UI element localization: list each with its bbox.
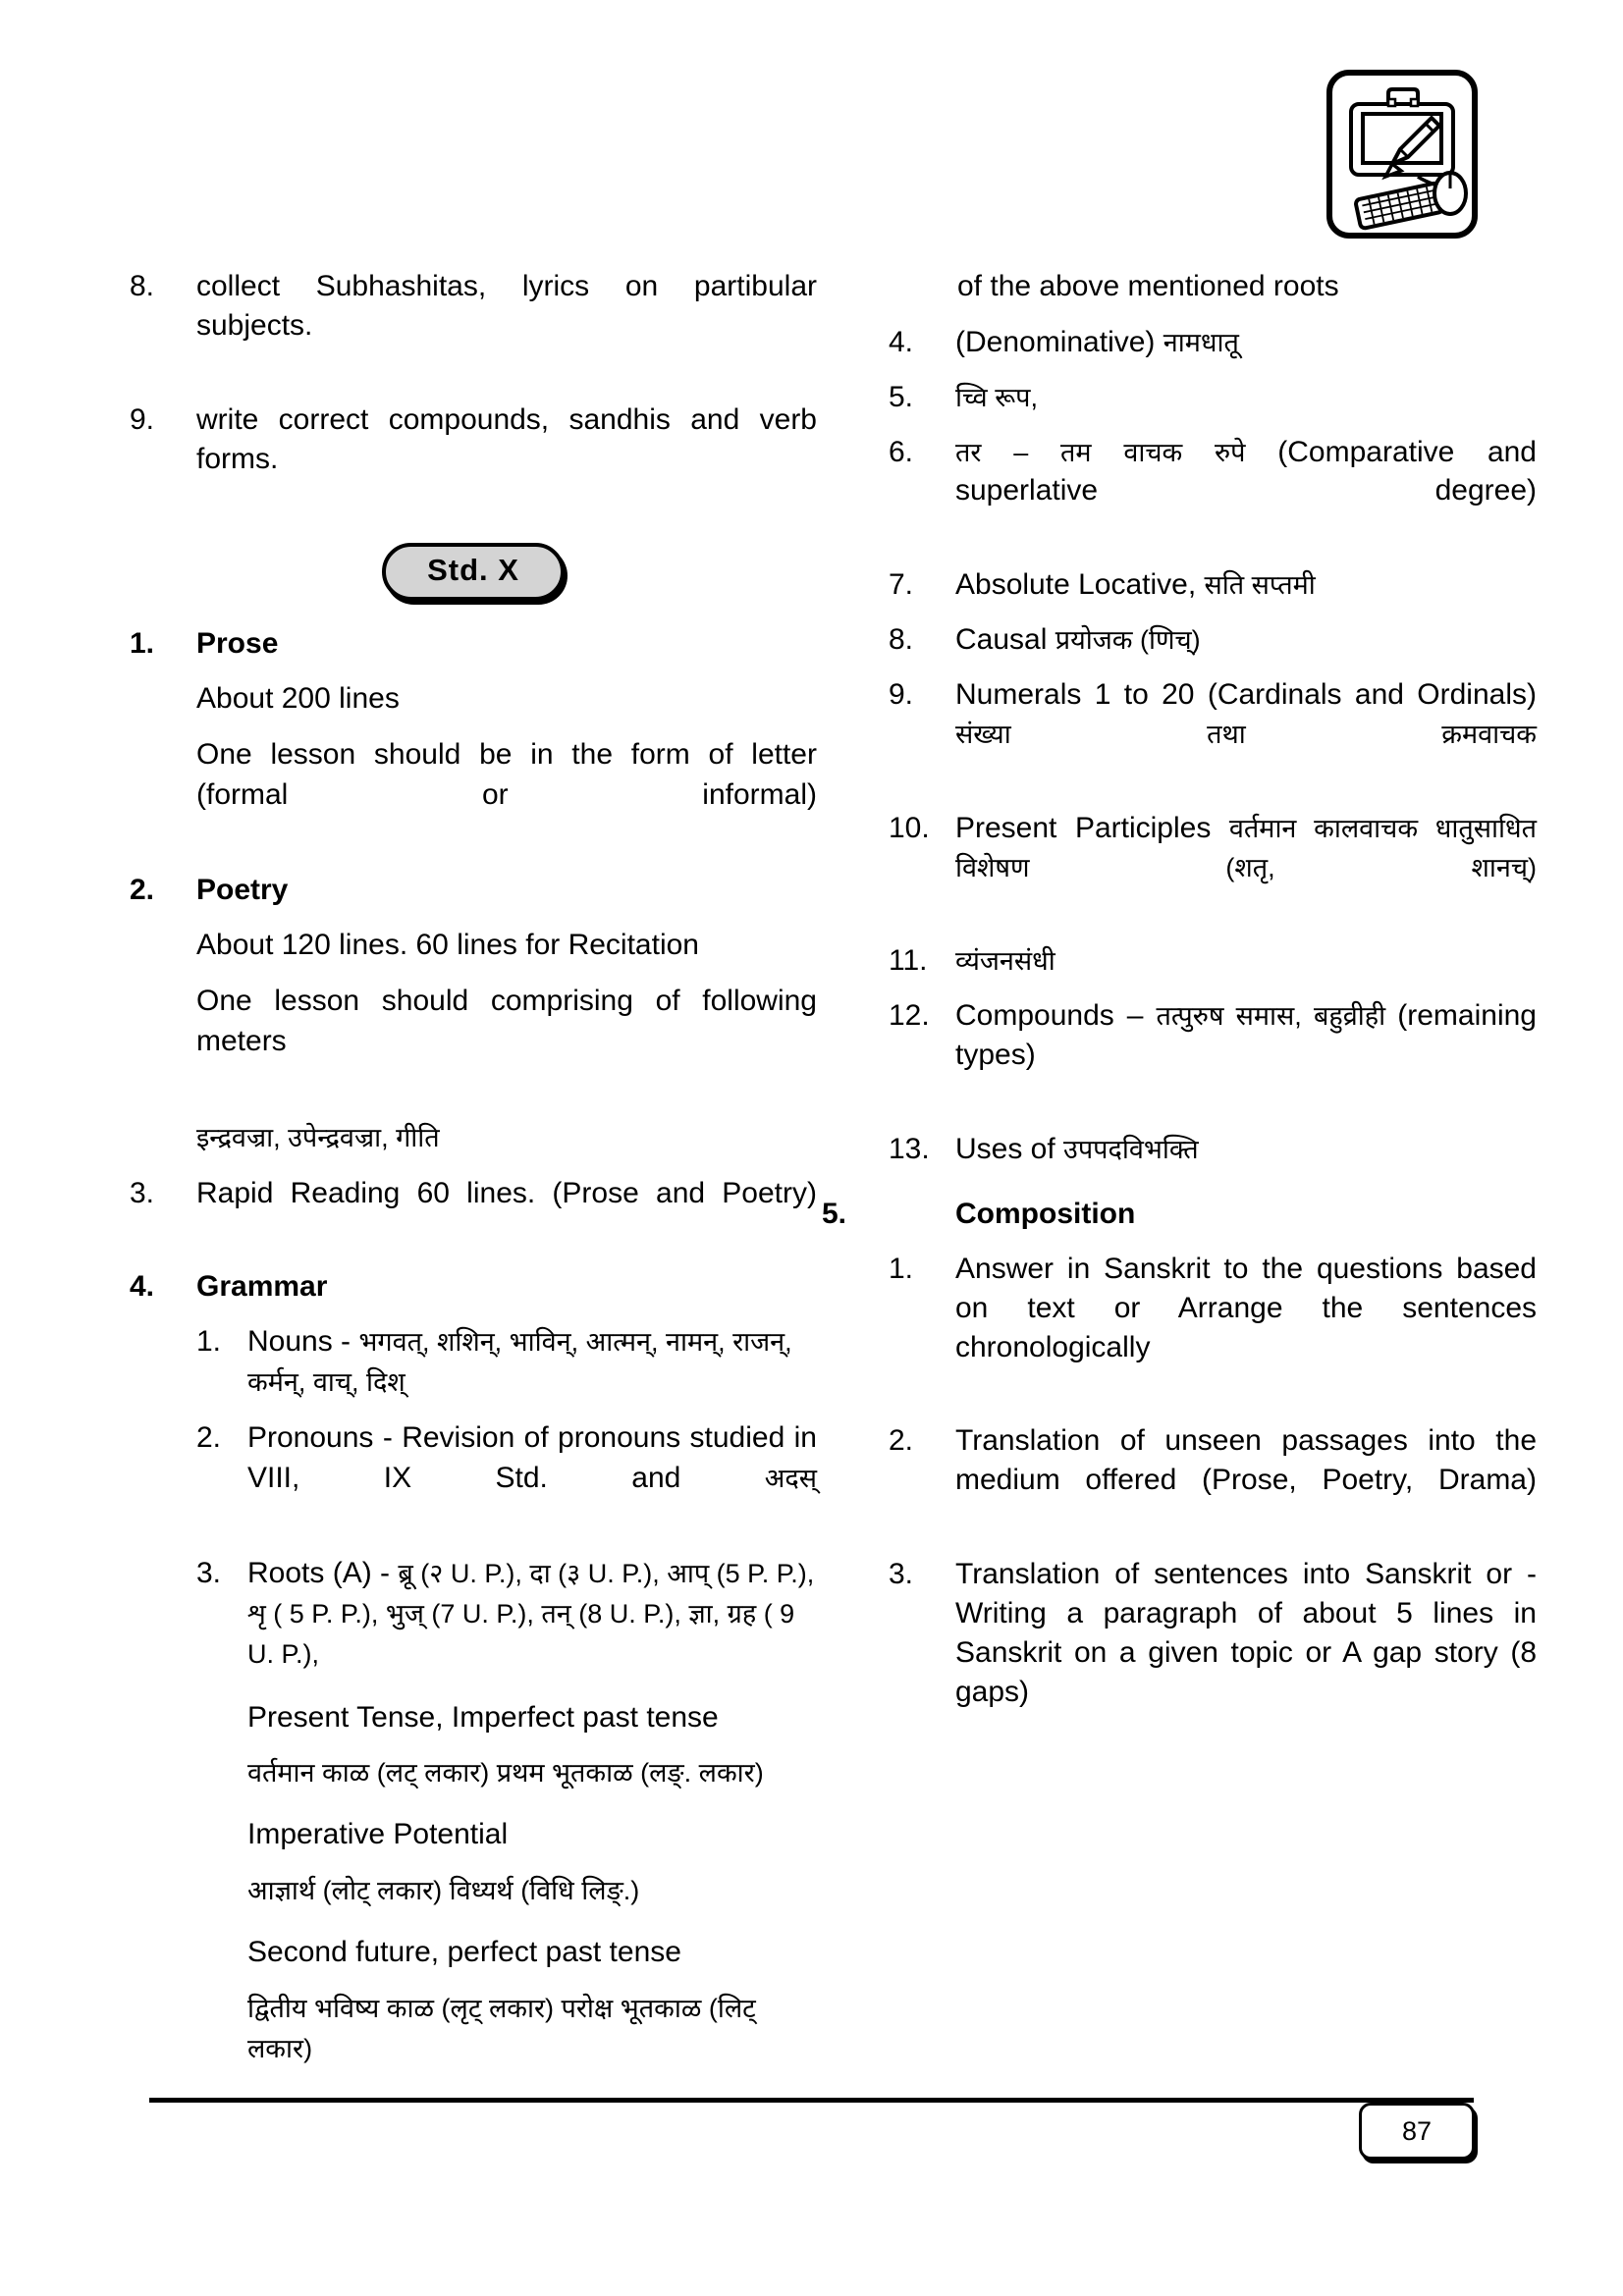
item-devanagari: उपपदविभक्ति: [1063, 1134, 1199, 1164]
pronoun-devanagari: अदस्: [764, 1463, 817, 1493]
section-title: Prose: [196, 627, 279, 661]
list-item-number: 12.: [889, 999, 930, 1033]
section-number: 4.: [130, 1270, 155, 1304]
computer-monitor-pencil-keyboard-mouse-icon: [1324, 67, 1481, 241]
list-item-text: write correct compounds, sandhis and verb forms.: [196, 402, 817, 475]
list-item-text: [955, 675, 1537, 793]
poetry-line-2: One lesson should comprising of following meters: [196, 985, 817, 1057]
prose-line-2: One lesson should be in the form of letter (formal or informal): [196, 738, 817, 811]
list-item-text: Translation of unseen passages into the medium offered (Prose, Poetry, Drama): [955, 1424, 1537, 1497]
list-item-text: [955, 996, 1537, 1114]
grammar-item: [889, 620, 1537, 660]
separator: -: [332, 1325, 359, 1359]
list-item-text: [955, 1130, 1537, 1169]
section-title: Grammar: [196, 1270, 328, 1304]
separator: -: [371, 1557, 399, 1590]
item-english: Compounds –: [955, 999, 1157, 1033]
item-english: Absolute Locative,: [955, 568, 1205, 602]
list-item-text: [247, 1322, 817, 1403]
composition-item: [889, 1421, 1537, 1539]
list-item-number: 6.: [889, 435, 914, 468]
item-english: Uses of: [955, 1132, 1064, 1165]
right-column: [822, 267, 1537, 1766]
item-devanagari: व्यंजनसंधी: [955, 946, 1055, 977]
poetry-meters-devanagari: इन्द्रवज्रा, उपेन्द्रवज्रा, गीति: [196, 1122, 440, 1152]
list-item-text: Answer in Sanskrit to the questions based on text or Arrange the sentences chronologically: [955, 1252, 1537, 1363]
grammar-item-roots: [196, 1554, 817, 1674]
page-number: 87: [1401, 2115, 1433, 2146]
pronoun-label: Pronouns: [247, 1420, 374, 1454]
tense-block-3-devanagari: द्वितीय भविष्य काळ (लृट् लकार) परोक्ष भूतकाळ (लिट् लकार): [247, 1994, 756, 2064]
list-item-number: 10.: [889, 811, 930, 844]
section-composition-heading: [822, 1195, 1537, 1234]
grammar-item: [889, 378, 1537, 417]
list-item-text: [955, 809, 1537, 927]
prose-line-1: About 200 lines: [196, 682, 400, 716]
list-item-number: 8.: [889, 623, 914, 657]
list-item-number: 1.: [889, 1252, 914, 1285]
list-item-text: [955, 323, 1537, 362]
section-grammar-heading: [130, 1267, 817, 1307]
tense-block-1-devanagari: वर्तमान काळ (लट् लकार) प्रथम भूतकाळ (लङ्. लकार): [247, 1758, 764, 1789]
item-devanagari: च्वि रूप,: [955, 382, 1039, 412]
section-poetry-heading: [130, 871, 817, 910]
page-number-badge: [1359, 2103, 1475, 2160]
item-english-tail: (remaining types): [955, 999, 1537, 1072]
grammar-item: [889, 675, 1537, 793]
footer-divider: [149, 2098, 1474, 2103]
item-english: Numerals 1 to 20 (Cardinals and Ordinals): [955, 678, 1537, 712]
tense-block-2-devanagari: आज्ञार्थ (लोट् लकार) विध्यर्थ (विधि लिङ्.): [247, 1876, 640, 1906]
composition-item: [889, 1555, 1537, 1750]
item-devanagari: प्रयोजक (णिच्): [1055, 625, 1201, 656]
noun-devanagari: भगवत्, शशिन्, भाविन्, आत्मन्, नामन्, राजन्, कर्मन्, वाच्, दिश्: [247, 1327, 792, 1397]
item-devanagari: वर्तमान कालवाचक धातुसाधित विशेषण (शतृ, शानच्): [955, 813, 1537, 882]
section-title: Composition: [955, 1197, 1136, 1230]
list-item-text: [955, 565, 1537, 605]
list-item-text: Translation of sentences into Sanskrit or - Writing a paragraph of about 5 lines in Sanskrit on a given topic or A gap story (8 gaps): [955, 1557, 1537, 1708]
list-item-number: 5.: [889, 380, 914, 413]
item-english-tail: (Comparative and superlative degree): [955, 435, 1537, 507]
grammar-item: [889, 565, 1537, 605]
list-item-number: 9.: [889, 678, 914, 712]
list-item-number: 4.: [889, 325, 914, 358]
composition-item: [889, 1250, 1537, 1407]
tense-block-2-english: Imperative Potential: [247, 1818, 509, 1851]
noun-label: Nouns: [247, 1325, 333, 1359]
section-number: 5.: [822, 1197, 847, 1230]
section-prose-heading: [130, 624, 817, 664]
list-item-number: 3.: [889, 1557, 914, 1590]
poetry-line-1: About 120 lines. 60 lines for Recitation: [196, 929, 699, 962]
separator: -: [373, 1420, 403, 1454]
pronoun-text: Revision of pronouns studied in VIII, IX Std. and: [247, 1420, 817, 1494]
list-item-number: 1.: [196, 1325, 222, 1359]
section-text: Rapid Reading 60 lines. (Prose and Poetry): [196, 1176, 817, 1209]
section-title: Poetry: [196, 874, 289, 907]
tense-block-3-english: Second future, perfect past tense: [247, 1936, 681, 1969]
section-number: 1.: [130, 627, 155, 661]
continuation-line: of the above mentioned roots: [957, 270, 1339, 302]
grammar-item: [889, 1130, 1537, 1169]
item-english: (Denominative): [955, 325, 1163, 358]
list-item-text: [247, 1418, 817, 1538]
list-item-number: 9.: [130, 402, 155, 436]
list-item-number: 8.: [130, 270, 155, 302]
list-item: [130, 267, 817, 385]
section-number: 3.: [130, 1176, 155, 1209]
roots-devanagari: ब्रू (२ U. P.), दा (३ U. P.), आप् (5 P. P.), शृ ( 5 P. P.), भुज् (7 U. P.), तन् (8 U. P.), ज्ञा, ग्रह ( 9 U. P.),: [247, 1559, 815, 1669]
tense-block-1-english: Present Tense, Imperfect past tense: [247, 1700, 719, 1734]
left-column: [130, 267, 817, 2085]
item-english: Present Participles: [955, 811, 1229, 844]
item-devanagari: तत्पुरुष समास, बहुव्रीही: [1156, 1001, 1398, 1032]
list-item: [130, 400, 817, 518]
section-rapid-reading: [130, 1174, 817, 1253]
list-item-number: 13.: [889, 1132, 930, 1165]
list-item-number: 2.: [196, 1420, 222, 1454]
list-item-text: [247, 1554, 817, 1674]
list-item-number: 7.: [889, 568, 914, 602]
std-badge: Std. X: [382, 543, 565, 601]
list-item-text: collect Subhashitas, lyrics on partibular subjects.: [196, 270, 817, 342]
grammar-item: [889, 941, 1537, 981]
list-item-text: [955, 941, 1537, 981]
grammar-item: [889, 809, 1537, 927]
list-item-text: [955, 378, 1537, 417]
roots-label: Roots (A): [247, 1557, 372, 1590]
item-devanagari: संख्या तथा क्रमवाचक: [955, 719, 1537, 749]
std-badge-container: [130, 543, 817, 601]
grammar-item-pronouns: [196, 1418, 817, 1538]
item-devanagari: सति सप्तमी: [1204, 570, 1316, 601]
grammar-item: [889, 433, 1537, 551]
grammar-item: [889, 323, 1537, 362]
section-number: 2.: [130, 874, 155, 907]
list-item-number: 2.: [889, 1424, 914, 1458]
item-devanagari: नामधातू: [1163, 327, 1239, 357]
item-devanagari: तर – तम वाचक रुपे: [955, 437, 1278, 467]
list-item-text: [955, 433, 1537, 551]
list-item-number: 3.: [196, 1557, 222, 1590]
list-item-number: 11.: [889, 944, 928, 978]
grammar-item-nouns: [196, 1322, 817, 1403]
list-item-text: [955, 620, 1537, 660]
grammar-item: [889, 996, 1537, 1114]
item-english: Causal: [955, 623, 1055, 657]
